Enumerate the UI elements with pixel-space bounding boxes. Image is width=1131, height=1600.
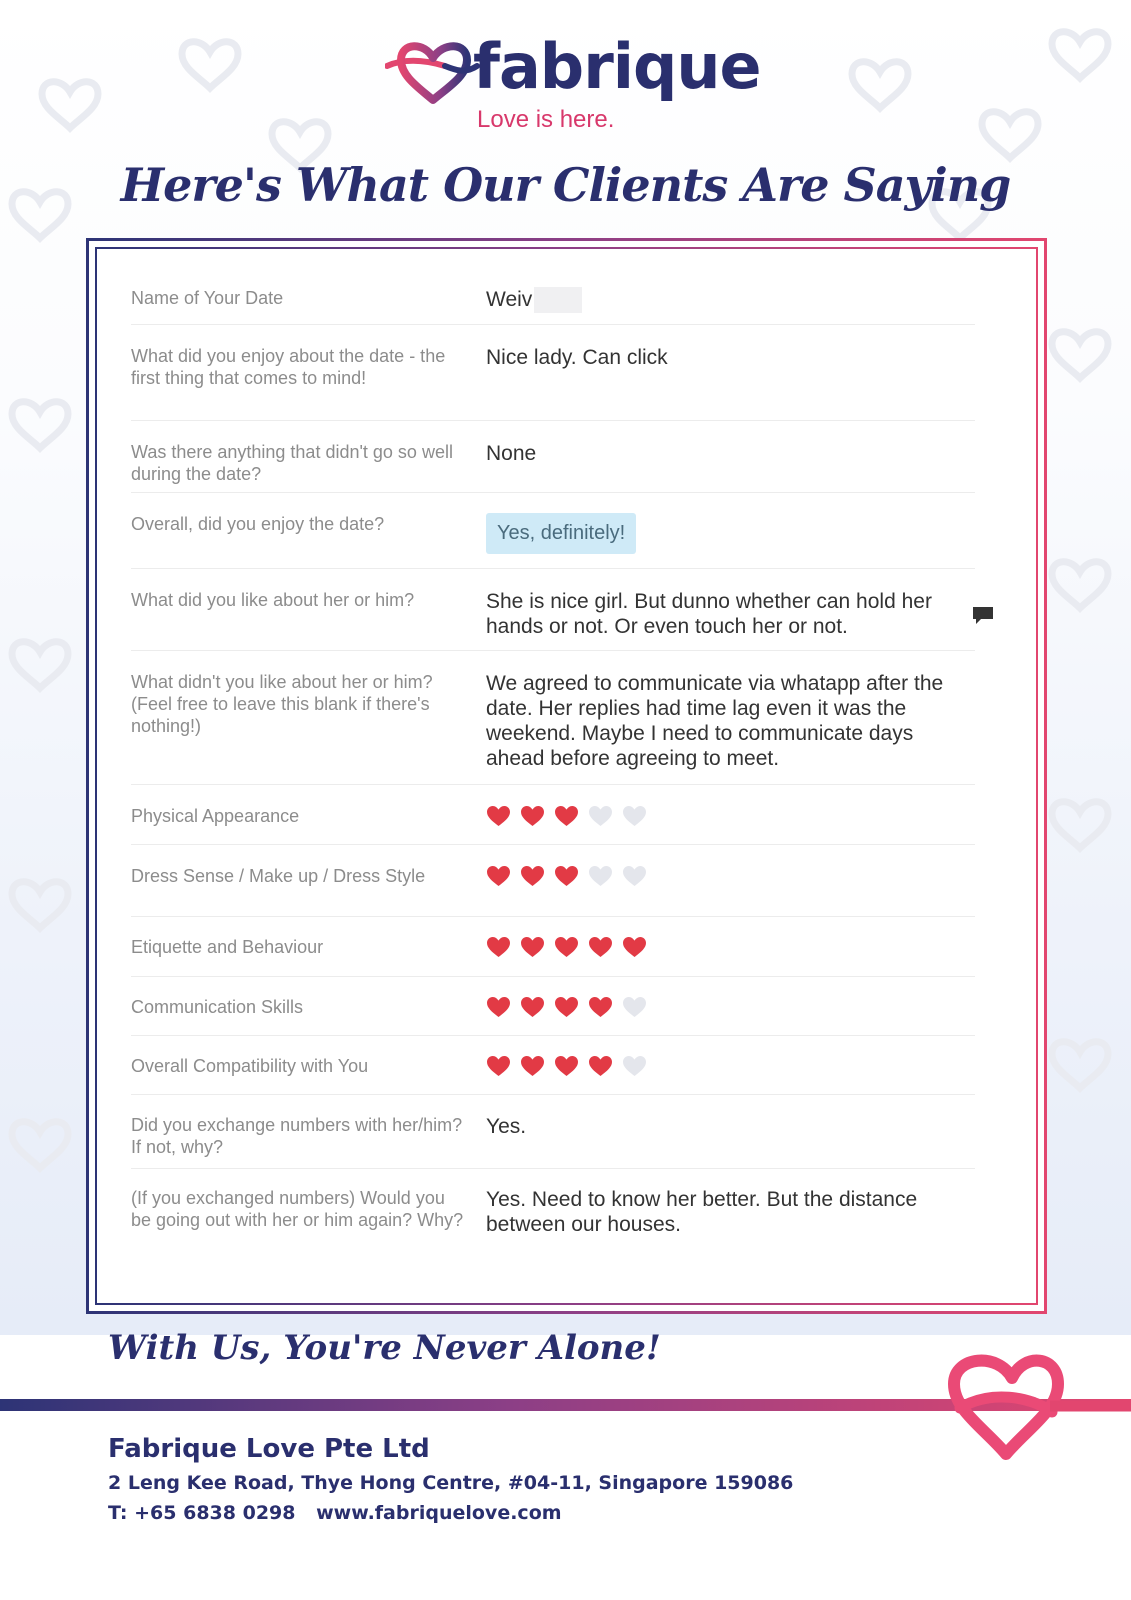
form-row <box>131 651 975 785</box>
heart-filled-icon[interactable] <box>588 1055 613 1077</box>
question-label: Communication Skills <box>131 997 304 1017</box>
heart-knot-icon <box>940 1350 1131 1470</box>
heart-rating[interactable] <box>486 1055 975 1077</box>
answer-value <box>486 865 975 916</box>
heart-filled-icon[interactable] <box>520 1055 545 1077</box>
enjoyed-date-badge: Yes, definitely! <box>486 513 636 554</box>
company-name: Fabrique Love Pte Ltd <box>108 1434 430 1464</box>
question-label: (If you exchanged numbers) Would you be going out with her or him again? Why? <box>131 1188 464 1230</box>
company-contact <box>108 1502 562 1524</box>
feedback-card <box>86 238 1047 1314</box>
heart-filled-icon[interactable] <box>554 996 579 1018</box>
heart-filled-icon[interactable] <box>520 865 545 887</box>
redacted-blur <box>534 287 582 313</box>
bg-heart-icon <box>852 62 908 108</box>
bg-heart-icon <box>12 882 68 928</box>
brand-logo <box>385 30 761 140</box>
heart-rating[interactable] <box>486 936 975 958</box>
question-label: What did you enjoy about the date - the first thing that comes to mind! <box>131 346 446 388</box>
form-row <box>131 785 975 845</box>
heart-filled-icon[interactable] <box>520 996 545 1018</box>
heart-rating[interactable] <box>486 805 975 827</box>
answer-value <box>486 589 975 650</box>
form-row <box>131 1095 975 1169</box>
answer-value: We agreed to communicate via whatapp after the date. Her replies had time lag even it was the weekend. Maybe I need to communicate days ahead before agreeing to meet. <box>486 672 944 770</box>
question-label: Did you exchange numbers with her/him? If not, why? <box>131 1115 463 1157</box>
question-label: Dress Sense / Make up / Dress Style <box>131 866 426 886</box>
date-name: Weiv <box>486 288 533 311</box>
feedback-form <box>131 263 975 1259</box>
answer-value <box>486 287 975 324</box>
company-address: 2 Leng Kee Road, Thye Hong Centre, #04-11, Singapore 159086 <box>108 1472 794 1494</box>
form-row <box>131 845 975 917</box>
form-row <box>131 493 975 569</box>
heart-empty-icon[interactable] <box>622 865 647 887</box>
heart-filled-icon[interactable] <box>588 936 613 958</box>
form-row <box>131 1036 975 1095</box>
answer-value <box>486 996 975 1035</box>
brand-name: fabrique <box>473 30 761 103</box>
bg-heart-icon <box>12 642 68 688</box>
answer-value <box>486 1055 975 1094</box>
question-label: Overall, did you enjoy the date? <box>131 514 385 534</box>
heart-filled-icon[interactable] <box>520 805 545 827</box>
heart-filled-icon[interactable] <box>554 936 579 958</box>
question-label: Was there anything that didn't go so well during the date? <box>131 442 453 484</box>
bg-heart-icon <box>42 82 98 128</box>
form-row <box>131 1169 975 1259</box>
heart-filled-icon[interactable] <box>520 936 545 958</box>
question-label: Etiquette and Behaviour <box>131 937 324 957</box>
bg-heart-icon <box>1052 802 1108 848</box>
question-label: What did you like about her or him? <box>131 590 415 610</box>
heart-filled-icon[interactable] <box>486 1055 511 1077</box>
heart-filled-icon[interactable] <box>588 996 613 1018</box>
heart-filled-icon[interactable] <box>486 936 511 958</box>
question-label: What didn't you like about her or him? (Feel free to leave this blank if there's nothing!) <box>131 672 433 736</box>
heart-knot-logo-icon <box>385 36 481 106</box>
bg-heart-icon <box>1052 1042 1108 1088</box>
bg-heart-icon <box>12 402 68 448</box>
form-row <box>131 325 975 421</box>
question-label: Physical Appearance <box>131 806 300 826</box>
answer-value <box>486 805 975 844</box>
heart-empty-icon[interactable] <box>622 1055 647 1077</box>
form-row <box>131 977 975 1036</box>
form-row <box>131 569 975 651</box>
bg-heart-icon <box>182 42 238 88</box>
phone-number: T: +65 6838 0298 <box>108 1502 296 1524</box>
comment-icon[interactable] <box>971 605 995 625</box>
page-headline: Here's What Our Clients Are Saying <box>120 158 1011 212</box>
answer-value: None <box>486 442 537 465</box>
bg-heart-icon <box>982 112 1038 158</box>
question-label: Name of Your Date <box>131 288 284 308</box>
answer-value <box>486 513 975 568</box>
heart-filled-icon[interactable] <box>554 805 579 827</box>
heart-filled-icon[interactable] <box>554 1055 579 1077</box>
heart-empty-icon[interactable] <box>588 805 613 827</box>
bg-heart-icon <box>1052 32 1108 78</box>
answer-text: She is nice girl. But dunno whether can hold her hands or not. Or even touch her or not. <box>486 590 932 638</box>
form-row <box>131 263 975 325</box>
footer-slogan: With Us, You're Never Alone! <box>108 1328 661 1368</box>
bg-heart-icon <box>1052 332 1108 378</box>
bg-heart-icon <box>1052 562 1108 608</box>
website-link[interactable]: www.fabriquelove.com <box>316 1502 562 1524</box>
question-label: Overall Compatibility with You <box>131 1056 369 1076</box>
bg-heart-icon <box>12 1122 68 1168</box>
heart-filled-icon[interactable] <box>554 865 579 887</box>
brand-tagline: Love is here. <box>477 106 615 133</box>
heart-rating[interactable] <box>486 996 975 1018</box>
answer-value: Yes. Need to know her better. But the distance between our houses. <box>486 1188 918 1236</box>
heart-filled-icon[interactable] <box>622 936 647 958</box>
heart-empty-icon[interactable] <box>622 805 647 827</box>
heart-empty-icon[interactable] <box>588 865 613 887</box>
heart-rating[interactable] <box>486 865 975 887</box>
heart-filled-icon[interactable] <box>486 865 511 887</box>
heart-empty-icon[interactable] <box>622 996 647 1018</box>
form-row <box>131 421 975 493</box>
heart-filled-icon[interactable] <box>486 805 511 827</box>
heart-filled-icon[interactable] <box>486 996 511 1018</box>
answer-value: Nice lady. Can click <box>486 346 668 369</box>
form-row <box>131 917 975 977</box>
answer-value: Yes. <box>486 1115 527 1138</box>
answer-value <box>486 936 975 976</box>
